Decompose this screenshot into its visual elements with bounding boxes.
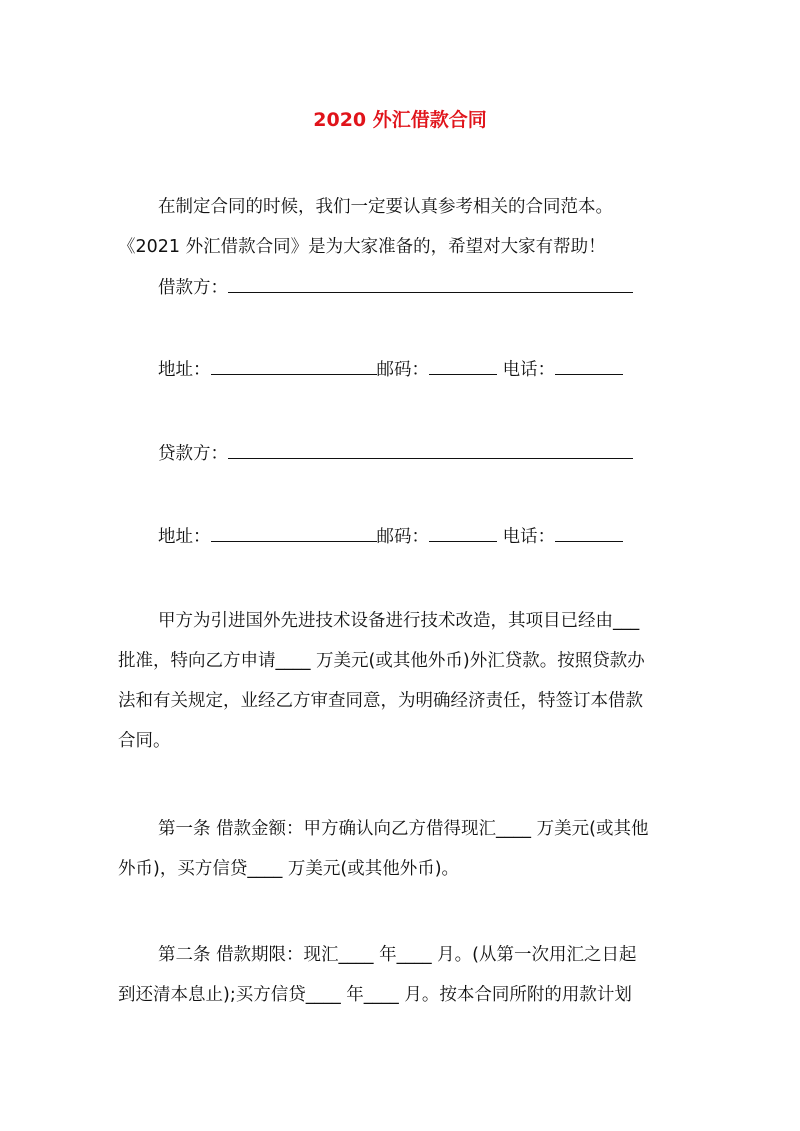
- lender-label: 贷款方：: [158, 444, 228, 464]
- preamble-line-2: 批准，特向乙方申请____ 万美元(或其他外币)外汇贷款。按照贷款办: [118, 651, 645, 671]
- borrower-field: [118, 268, 684, 308]
- lender-address-blank: [211, 540, 377, 542]
- lender-address-label: 地址：: [158, 527, 211, 547]
- borrower-phone-label: 电话：: [502, 360, 556, 380]
- article-1-line-1: 第一条 借款金额：甲方确认向乙方借得现汇____ 万美元(或其他: [158, 819, 649, 839]
- borrower-zip-blank: [429, 373, 497, 375]
- lender-zip-blank: [429, 540, 497, 542]
- document-title: 2020 外汇借款合同: [313, 109, 487, 131]
- borrower-address-field: [118, 350, 684, 390]
- article-1-line-2: 外币)，买方信贷____ 万美元(或其他外币)。: [118, 859, 460, 879]
- lender-field: [118, 434, 684, 474]
- lender-phone-blank: [555, 540, 623, 542]
- borrower-phone-blank: [555, 373, 623, 375]
- lender-line: [118, 434, 684, 474]
- article-1-paragraph: [118, 809, 684, 889]
- article-2-line-1: 第二条 借款期限：现汇____ 年____ 月。(从第一次用汇之日起: [158, 945, 637, 965]
- lender-blank: [228, 457, 633, 459]
- borrower-label: 借款方：: [158, 278, 228, 298]
- intro-line-2: 《2021 外汇借款合同》是为大家准备的，希望对大家有帮助！: [118, 237, 606, 257]
- borrower-address-blank: [211, 373, 377, 375]
- intro-paragraph: [118, 187, 684, 267]
- borrower-address-label: 地址：: [158, 360, 211, 380]
- intro-line-1: 在制定合同的时候，我们一定要认真参考相关的合同范本。: [158, 197, 613, 217]
- lender-address-field: [118, 517, 684, 557]
- lender-zip-label: 邮码：: [376, 527, 429, 547]
- borrower-blank: [228, 291, 633, 293]
- preamble-line-4: 合同。: [118, 731, 171, 751]
- article-2-line-2: 到还清本息止);买方信贷____ 年____ 月。按本合同所附的用款计划: [118, 985, 632, 1005]
- preamble-line-3: 法和有关规定，业经乙方审查同意，为明确经济责任，特签订本借款: [118, 691, 643, 711]
- lender-address-line: [118, 517, 684, 557]
- borrower-address-line: [118, 350, 684, 390]
- borrower-zip-label: 邮码：: [376, 360, 429, 380]
- borrower-line: [118, 268, 684, 308]
- preamble-line-1: 甲方为引进国外先进技术设备进行技术改造，其项目已经由___: [158, 611, 640, 631]
- lender-phone-label: 电话：: [502, 527, 556, 547]
- article-2-paragraph: [118, 935, 684, 1015]
- preamble-paragraph: [118, 601, 684, 761]
